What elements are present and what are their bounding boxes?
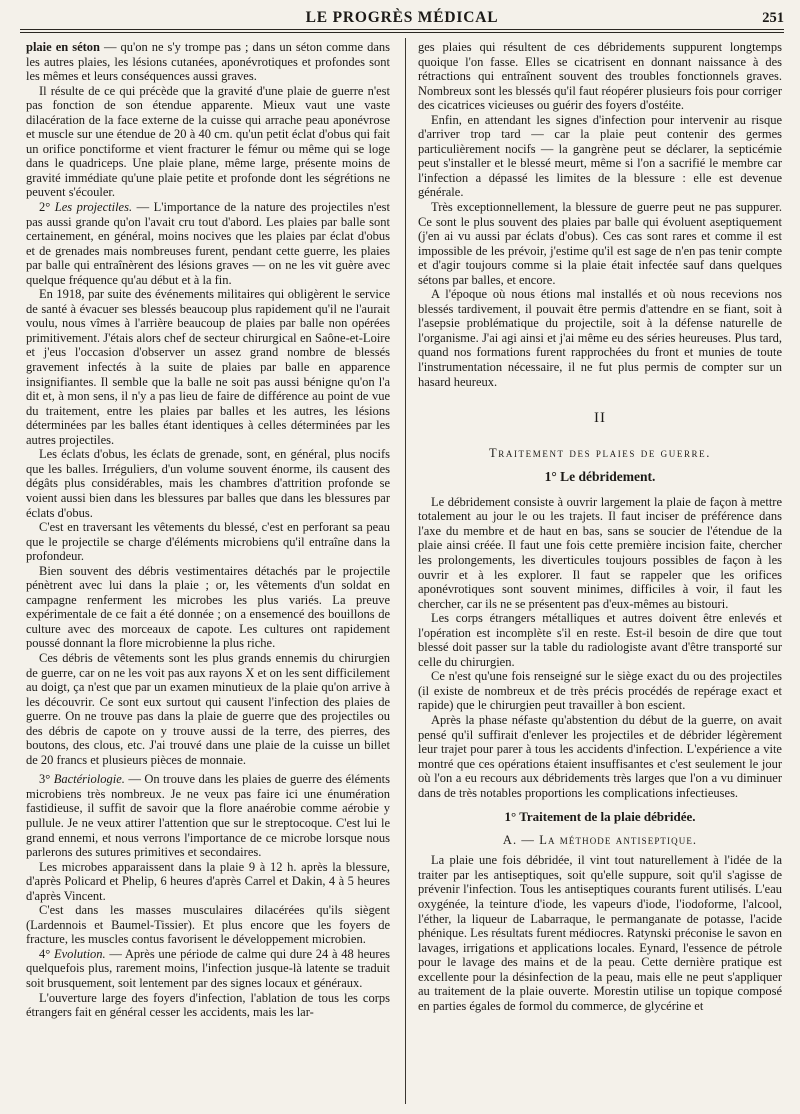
header-rule-double — [20, 32, 784, 33]
paragraph: Les microbes apparaissent dans la plaie 9 à 12 h. après la blessure, d'après Policard et Phelip, 6 heures d'après Carrel et Dakin, 4 à 5 heures d'après Vincent. — [26, 859, 390, 903]
paragraph — [26, 947, 390, 991]
paragraph: Très exceptionnellement, la blessure de guerre peut ne pas suppurer. Ce sont le plus souvent des plaies par balle qui évoluent aseptiquement (j'en ai vu aussi par éclats d'obus). Ces cas sont rares et comme il est impossible de les prévoir, j'estime qu'il est sage de n'en pas tenir compte et d'agir toujours comme si la plaie était infectée sauf dans quelques sétons par balles, et encore. — [418, 200, 782, 287]
section-heading: Bactériologie. — [53, 772, 125, 787]
paragraph: L'ouverture large des foyers d'infection, l'ablation de tous les corps étrangers fait en général cesser les accidents, mais les lar- — [26, 990, 390, 1020]
paragraph: C'est dans les masses musculaires dilacérées qu'ils siègent (Lardennois et Baumel-Tissier). Et plus encore que les foyers de fracture, les muscles contus favorisent le développement microbien. — [26, 903, 390, 947]
header-rule — [20, 29, 784, 30]
paragraph — [26, 772, 390, 859]
paragraph: Ce n'est qu'une fois renseigné sur le siège exact du ou des projectiles (il existe de nombreux et de très précis procédés de repérage exact et rapide) que le chirurgien peut travailler à bon escient. — [418, 669, 782, 713]
paragraph: Ces débris de vêtements sont les plus grands ennemis du chirurgien de guerre, car on ne les voit pas aux rayons X et on les sent difficilement au doigt, ça n'est que par un examen minutieux de la plaie qu'on arrive à les découvrir. Ce sont eux surtout qui causent l'infection des plaies de guerre. On ne trouve pas dans la plaie de guerre que des projectiles ou des débris de capote on y trouve aussi de la terre, des pierres, des boutons, des clous, etc. J'ai trouvé dans une plaie de la cuisse un billet de 20 francs et plusieurs pièces de monnaie. — [26, 650, 390, 767]
section-number: 2° — [39, 200, 55, 215]
bold-text: plaie en séton — [26, 40, 100, 54]
section-number: 3° — [39, 772, 54, 787]
paragraph: Les corps étrangers métalliques et autres doivent être enlevés et l'opération est incomplète s'il en reste. Est-il besoin de dire que tout blessé doit passer sur la table du radiologiste avant d'être transporté sur celle du chirurgien. — [418, 611, 782, 669]
left-column — [26, 40, 390, 1020]
paragraph: Le débridement consiste à ouvrir largement la plaie de façon à mettre totalement au jour le ou les trajets. Il faut inciser de préférence dans l'axe du membre et de haut en bas, sans se soucier de l'étendue de la plaie ainsi créée. Il faut une fois cette première incision faite, chercher les prolongements, les diverticules toujours possibles de façon à les ouvrir et à les explorer. Il faut se rappeler que les orifices aponévrotiques sont souvent minimes, difficiles à voir, il faut les chercher, car ils ne se présentent pas d'eux-mêmes au bistouri. — [418, 494, 782, 611]
right-column — [418, 40, 782, 1013]
paragraph: Enfin, en attendant les signes d'infection pour intervenir au risque d'arriver trop tard — car la plaie peut contenir des germes particulièrement nocifs — la gangrène peut se déclarer, la septicémie peut s'installer et le blessé meurt, même si l'on a sacrifié le membre car l'infection a dépassé les limites de la blessure : elle est devenue générale. — [418, 112, 782, 200]
section-heading: Les projectiles. — [54, 200, 133, 215]
paragraph: Bien souvent des débris vestimentaires détachés par le projectile pénètrent avec lui dans la plaie ; or, les vêtements d'un soldat en campagne renferment les microbes les plus variés. La preuve expérimentale de ce fait a été donnée ; on a ensemencé des bouillons de culture avec des morceaux de capote. Les cultures ont rapidement poussé donnant la flore microbienne la plus riche. — [26, 563, 390, 651]
subsubsection-heading: A. — La méthode antiseptique. — [502, 832, 698, 847]
paragraph-text: — On trouve dans les plaies de guerre des éléments microbiens très nombreux. Je ne veux pas faire ici une énumération fastidieuse, il suffit de savoir que la flore anaérobie comme aérobie y pullule. Je ne veux attirer l'attention que sur le streptocoque. C'est lui le grand ennemi, et nous verrons l'importance de ce microbe lorsque nous parlerons des sutures primitives et secondaires. — [26, 772, 390, 860]
paragraph: ges plaies qui résultent de ces débridements suppurent longtemps quoique l'on fasse. Elles se cicatrisent en donnant naissance à des rétractions qui entraînent souvent des troubles fonctionnels graves. Nombreux sont les blessés qu'il faut réopérer plusieurs fois pour corriger des cicatrices vicieuses ou guérir des foyers d'ostéite. — [418, 40, 782, 113]
journal-title: LE PROGRÈS MÉDICAL — [305, 9, 499, 26]
paragraph: C'est en traversant les vêtements du blessé, c'est en perforant sa peau que le projectile se charge d'éléments microbiens qu'il entraîne dans la profondeur. — [26, 520, 390, 564]
paragraph: Après la phase néfaste qu'abstention du début de la guerre, on avait pensé qu'il suffirait d'enlever les projectiles et de débrider légèrement leur trajet pour parer à tous les accidents d'infection. L'expérience a vite montré que ces opérations étaient insuffisantes et c'est seulement le jour où l'on a eu recours aux débridements très larges que l'on a vu diminuer dans de très notables proportions les complications infectieuses. — [418, 712, 782, 800]
paragraph-text: — qu'on ne s'y trompe pas ; dans un séton comme dans les autres plaies, les lésions cutanées, aponévrotiques et profondes sont les mêmes et leurs conséquences aussi graves. — [26, 40, 390, 84]
section-number: 4° — [39, 946, 54, 961]
page-number: 251 — [762, 10, 784, 26]
paragraph: Il résulte de ce qui précède que la gravité d'une plaie de guerre n'est pas fonction de son étendue apparente. Mieux vaut une vaste dilacération de la face externe de la cuisse qui arrache peau aponévrose et muscle sur une étendue de 20 à 40 cm. qu'un petit éclat d'obus qui fait un orifice ponctiforme et vient fracturer le fémur ou même qui se loge dans le quadriceps. Une plaie plane, même large, présente moins de gravité immédiate qu'une plaie petite et profonde dont les ségrétions ne peuvent s'écouler. — [26, 83, 390, 200]
paragraph — [26, 40, 390, 84]
subsection-heading: 1° Le débridement. — [544, 469, 656, 485]
paragraph — [26, 200, 390, 287]
paragraph-text: — L'importance de la nature des projectiles n'est pas aussi grande qu'on l'avait cru tout d'abord. Les plaies par balle sont certainement, en général, moins nocives que les plaies par éclat d'obus et de grenades mais nombreuses furent, pendant cette guerre, les plaies par balle qui entraînèrent des lésions graves — on ne les vit guère avec quelque fréquence qu'au début et à la fin. — [26, 200, 391, 287]
paragraph: Les éclats d'obus, les éclats de grenade, sont, en général, plus nocifs que les balles. Irréguliers, d'un volume souvent énorme, ils causent des dégâts plus considérables, mais les chambres d'attrition profonde se voient aussi bien dans les blessures par balles que dans les blessures par éclats d'obus. — [26, 447, 390, 520]
paragraph-text: — Après une période de calme qui dure 24 à 48 heures quelquefois plus, rarement moins, l'infection jusque-là latente se traduit soit brusquement, soit lentement par des signes locaux et généraux. — [26, 946, 391, 990]
paragraph: En 1918, par suite des événements militaires qui obligèrent le service de santé à évacuer ses blessés beaucoup plus rapidement qu'il ne l'aurait voulu, nous vîmes à l'arrière beaucoup de plaies par balle non opérées primitivement. J'étais alors chef de secteur chirurgical en Saône-et-Loire et j'eus l'occasion d'observer un assez grand nombre de blessés gravement infectés à la suite de plaies par balle en apparence insignifiantes. Il semble que la balle ne soit pas aussi bénigne qu'on l'a dit et, à mon sens, il n'y a pas lieu de faire de différence au point de vue du traitement, entre les plaies par balles et les autres, les lésions déterminées par les balles étant identiques à celles déterminées par les autres projectiles. — [26, 287, 390, 447]
subsection-heading: 1° Traitement de la plaie débridée. — [504, 809, 696, 825]
paragraph: La plaie une fois débridée, il vint tout naturellement à l'idée de la traiter par les antiseptiques, soit qu'elle suppure, soit qu'il s'agisse de prévenir l'infection. Tous les antiseptiques courants furent utilisés. L'eau oxygénée, la teinture d'iode, les vapeurs d'iode, l'iodoforme, l'alcool, l'éther, la liqueur de Labarraque, le permanganate de potasse, l'acide phénique. Les résultats furent médiocres. Ratynski préconise le savon en lavages, irrigations et applications locales. Eynard, l'essence de pétrole pour le lavage des mains et de la peau. Cette dernière pratique est excellente pour la désinfection de la peau, mais elle ne peut s'appliquer au traitement de la plaie ouverte. Morestin utilise un topique composé en parties égales de formol du commerce, de glycérine et — [418, 853, 782, 1013]
paragraph: A l'époque où nous étions mal installés et où nous recevions nos blessés tardivement, il pouvait être permis d'attendre en se fiant, soit à l'asepsie problématique du projectile, soit à la défense naturelle de l'organisme. J'ai agi ainsi et j'ai même eu des séries heureuses. Plus tard, quand nos formations furent rapprochées du front et munies de toute l'instrumentation nécessaire, il ne fut plus permis de compter sur un hasard heureux. — [418, 287, 782, 389]
section-numeral: II — [594, 410, 606, 427]
column-divider — [405, 38, 406, 1104]
section-title: Traitement des plaies de guerre. — [489, 445, 711, 460]
section-heading: Evolution. — [53, 946, 106, 961]
